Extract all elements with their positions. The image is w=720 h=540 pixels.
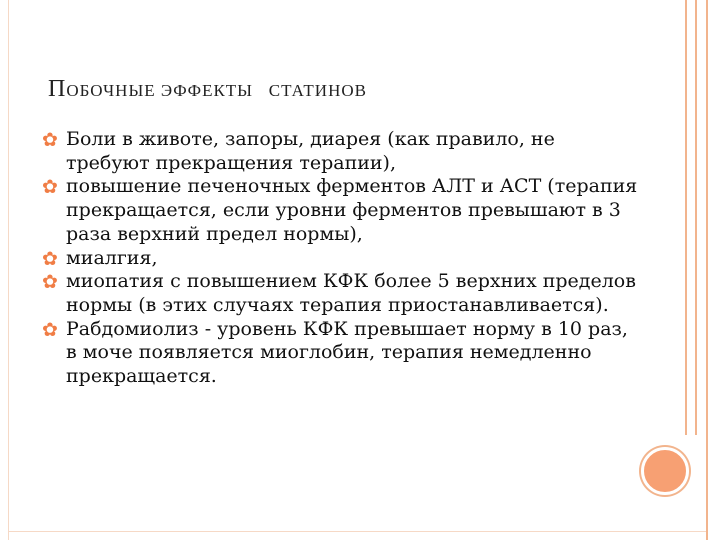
title-first-letter: П bbox=[48, 76, 67, 102]
list-item-text: миалгия, bbox=[66, 246, 158, 269]
frame-bottom-line bbox=[8, 531, 708, 532]
list-item bbox=[40, 128, 640, 175]
frame-right-line-1 bbox=[685, 0, 687, 435]
flower-bullet-icon: ✿ bbox=[42, 176, 58, 199]
list-item bbox=[40, 318, 640, 389]
list-item bbox=[40, 270, 640, 317]
frame-left-line bbox=[8, 0, 9, 540]
decorative-circle bbox=[641, 447, 689, 495]
list-item bbox=[40, 175, 640, 246]
flower-bullet-icon: ✿ bbox=[42, 318, 58, 341]
list-item-text: Рабдомиолиз - уровень КФК превышает норму в 10 раз, в моче появляется миоглобин, терапия немедленно прекращается. bbox=[66, 317, 628, 388]
flower-bullet-icon: ✿ bbox=[42, 247, 58, 270]
title-rest: ОБОЧНЫЕ ЭФФЕКТЫ СТАТИНОВ bbox=[66, 81, 367, 100]
list-item bbox=[40, 247, 640, 271]
frame-right-line-2 bbox=[695, 0, 697, 435]
list-item-text: Боли в животе, запоры, диарея (как правило, не требуют прекращения терапии), bbox=[66, 128, 555, 174]
list-item-text: миопатия с повышением КФК более 5 верхних пределов нормы (в этих случаях терапия приостанавливается). bbox=[66, 270, 636, 316]
bullet-list bbox=[40, 128, 640, 389]
frame-right-line-3 bbox=[706, 0, 708, 540]
list-item-text: повышение печеночных ферментов АЛТ и АСТ (терапия прекращается, если уровни ферментов превышают в 3 раза верхний предел нормы), bbox=[66, 175, 638, 245]
flower-bullet-icon: ✿ bbox=[42, 129, 58, 151]
slide-title bbox=[48, 76, 367, 103]
flower-bullet-icon: ✿ bbox=[42, 271, 58, 294]
